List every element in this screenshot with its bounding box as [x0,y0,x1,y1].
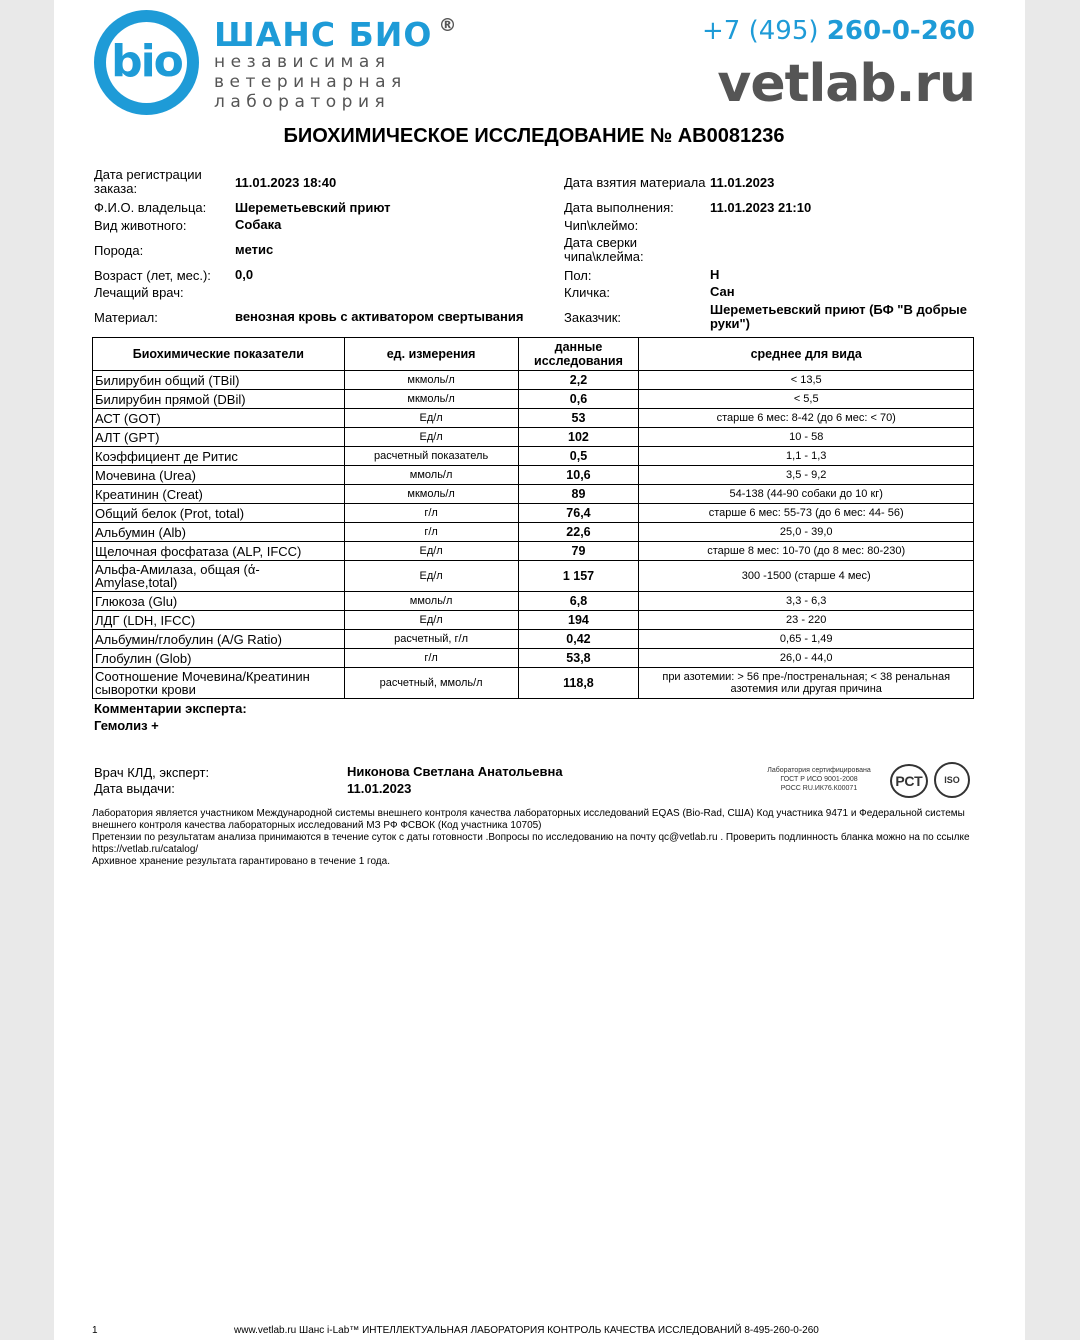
breed-label: Порода: [94,243,144,258]
indicator-cell: АСТ (GOT) [93,409,345,428]
value-cell: 10,6 [518,466,639,485]
indicator-cell: Билирубин общий (TBil) [93,371,345,390]
species-value: Собака [235,217,282,232]
value-cell: 1 157 [518,561,639,592]
tagline-line-2: ветеринарная [214,72,407,92]
expert-name: Никонова Светлана Анатольевна [347,764,563,779]
expert-label: Врач КЛД, эксперт: [94,765,210,780]
document-page [54,0,1025,1340]
sample-date-label: Дата взятия материала [564,175,706,190]
note-archive: Архивное хранение результата гарантировано в течение 1 года. [92,856,390,867]
sex-label: Пол: [564,268,592,283]
unit-cell: Ед/л [344,428,518,447]
unit-cell: расчетный показатель [344,447,518,466]
indicator-cell: Глобулин (Glob) [93,649,345,668]
indicator-cell: ЛДГ (LDH, IFCC) [93,611,345,630]
note-claims: Претензии по результатам анализа принимаются в течение суток с даты готовности .Вопросы по исследованию на почту qc@vetlab.ru . Проверить подлинность бланка можно на по ссылке https://vetlab.ru/catalog/ [92,832,970,855]
table-row [93,649,974,668]
customer-value: Шереметьевский приют (БФ "В добрые руки") [710,302,967,331]
indicator-cell: Альбумин (Alb) [93,523,345,542]
indicator-cell: Щелочная фосфатаза (ALP, IFCC) [93,542,345,561]
reference-cell: 23 - 220 [639,611,974,630]
comments-value: Гемолиз + [94,718,159,733]
brand-name: ШАНС БИО ® [214,15,458,54]
doctor-label: Лечащий врач: [94,285,184,300]
header-reference: среднее для вида [639,338,974,371]
table-row [93,409,974,428]
table-row [93,542,974,561]
indicator-cell: Глюкоза (Glu) [93,592,345,611]
note-eqas: Лаборатория является участником Международной системы внешнего контроля качества лабораторных исследований EQAS (Bio-Rad, США) Код участника 9471 и Федеральной системы внешнего контроля качества лабораторных исследований МЗ РФ ФСВОК (Код участника 10705) [92,808,965,831]
value-cell: 194 [518,611,639,630]
tagline-line-1: независимая [214,52,391,72]
bio-logo-icon: bio [94,10,199,115]
reg-date-value: 11.01.2023 18:40 [235,175,337,190]
table-row [93,485,974,504]
reference-cell: старше 8 мес: 10-70 (до 8 мес: 80-230) [639,542,974,561]
table-row [93,592,974,611]
unit-cell: Ед/л [344,561,518,592]
reference-cell: при азотемии: > 56 пре-/постренальная; < 38 ренальная азотемия или другая причина [639,668,974,699]
indicator-cell: АЛТ (GPT) [93,428,345,447]
value-cell: 79 [518,542,639,561]
value-cell: 102 [518,428,639,447]
table-row [93,428,974,447]
page-number: 1 [92,1325,98,1336]
unit-cell: г/л [344,649,518,668]
sex-value: Н [710,267,720,282]
reference-cell: 3,3 - 6,3 [639,592,974,611]
reg-date-label: Дата регистрации заказа: [94,167,202,196]
table-header-row [93,338,974,371]
phone-number: +7 (495) 260-0-260 [702,16,975,46]
header-indicator: Биохимические показатели [93,338,345,371]
table-row [93,390,974,409]
unit-cell: мкмоль/л [344,371,518,390]
indicator-cell: Билирубин прямой (DBil) [93,390,345,409]
unit-cell: мкмоль/л [344,485,518,504]
unit-cell: г/л [344,504,518,523]
comments-label: Комментарии эксперта: [94,701,247,716]
reference-cell: 26,0 - 44,0 [639,649,974,668]
unit-cell: Ед/л [344,542,518,561]
unit-cell: расчетный, ммоль/л [344,668,518,699]
unit-cell: г/л [344,523,518,542]
unit-cell: ммоль/л [344,592,518,611]
issue-date-value: 11.01.2023 [347,781,412,796]
unit-cell: расчетный, г/л [344,630,518,649]
unit-cell: мкмоль/л [344,390,518,409]
chip-label: Чип\клеймо: [564,218,639,233]
value-cell: 0,42 [518,630,639,649]
table-row [93,630,974,649]
reference-cell: 3,5 - 9,2 [639,466,974,485]
reference-cell: 10 - 58 [639,428,974,447]
customer-label: Заказчик: [564,310,622,325]
chip-check-label: Дата сверки чипа\клейма: [564,235,644,264]
value-cell: 22,6 [518,523,639,542]
issue-date-label: Дата выдачи: [94,781,175,796]
iso-mark-icon: ISO [934,762,970,798]
results-table [92,337,974,699]
unit-cell: Ед/л [344,409,518,428]
indicator-cell: Общий белок (Prot, total) [93,504,345,523]
reference-cell: < 5,5 [639,390,974,409]
header-unit: ед. измерения [344,338,518,371]
site-logo: vetlab.ru [717,54,975,114]
reference-cell: 54-138 (44-90 собаки до 10 кг) [639,485,974,504]
header-value: данные исследования [518,338,639,371]
nickname-label: Кличка: [564,285,611,300]
value-cell: 53,8 [518,649,639,668]
owner-value: Шереметьевский приют [235,200,391,215]
value-cell: 89 [518,485,639,504]
indicator-cell: Альбумин/глобулин (A/G Ratio) [93,630,345,649]
done-date-label: Дата выполнения: [564,200,674,215]
pct-mark-icon: РСТ [890,764,928,798]
indicator-cell: Коэффициент де Ритис [93,447,345,466]
indicator-cell: Соотношение Мочевина/Креатинин сыворотки крови [93,668,345,699]
reference-cell: 1,1 - 1,3 [639,447,974,466]
nickname-value: Сан [710,284,735,299]
material-value: венозная кровь с активатором свертывания [235,309,524,324]
age-label: Возраст (лет, мес.): [94,268,211,283]
value-cell: 53 [518,409,639,428]
owner-label: Ф.И.О. владельца: [94,200,207,215]
reference-cell: 0,65 - 1,49 [639,630,974,649]
unit-cell: ммоль/л [344,466,518,485]
table-row [93,668,974,699]
table-row [93,561,974,592]
unit-cell: Ед/л [344,611,518,630]
value-cell: 2,2 [518,371,639,390]
table-row [93,611,974,630]
reference-cell: старше 6 мес: 8-42 (до 6 мес: < 70) [639,409,974,428]
age-value: 0,0 [235,267,254,282]
table-row [93,466,974,485]
value-cell: 0,5 [518,447,639,466]
certification-stamp: Лаборатория сертифицирована ГОСТ Р ИСО 9001-2008 РОСС RU.ИК76.К00071 [767,767,871,792]
reference-cell: < 13,5 [639,371,974,390]
species-label: Вид животного: [94,218,187,233]
reference-cell: 300 -1500 (старше 4 мес) [639,561,974,592]
document-title: БИОХИМИЧЕСКОЕ ИССЛЕДОВАНИЕ № АВ0081236 [283,125,785,147]
indicator-cell: Креатинин (Creat) [93,485,345,504]
table-row [93,447,974,466]
table-row [93,504,974,523]
table-row [93,523,974,542]
value-cell: 6,8 [518,592,639,611]
material-label: Материал: [94,310,158,325]
table-row [93,371,974,390]
indicator-cell: Мочевина (Urea) [93,466,345,485]
reference-cell: старше 6 мес: 55-73 (до 6 мес: 44- 56) [639,504,974,523]
breed-value: метис [235,242,274,257]
value-cell: 0,6 [518,390,639,409]
indicator-cell: Альфа-Амилаза, общая (ά-Amylase,total) [93,561,345,592]
done-date-value: 11.01.2023 21:10 [710,200,812,215]
tagline-line-3: лаборатория [214,92,391,112]
sample-date-value: 11.01.2023 [710,175,775,190]
footer-text: www.vetlab.ru Шанс i-Lab™ ИНТЕЛЛЕКТУАЛЬНАЯ ЛАБОРАТОРИЯ КОНТРОЛЬ КАЧЕСТВА ИССЛЕДОВАНИЙ 8-495-260-0-260 [234,1325,819,1336]
reference-cell: 25,0 - 39,0 [639,523,974,542]
value-cell: 76,4 [518,504,639,523]
value-cell: 118,8 [518,668,639,699]
